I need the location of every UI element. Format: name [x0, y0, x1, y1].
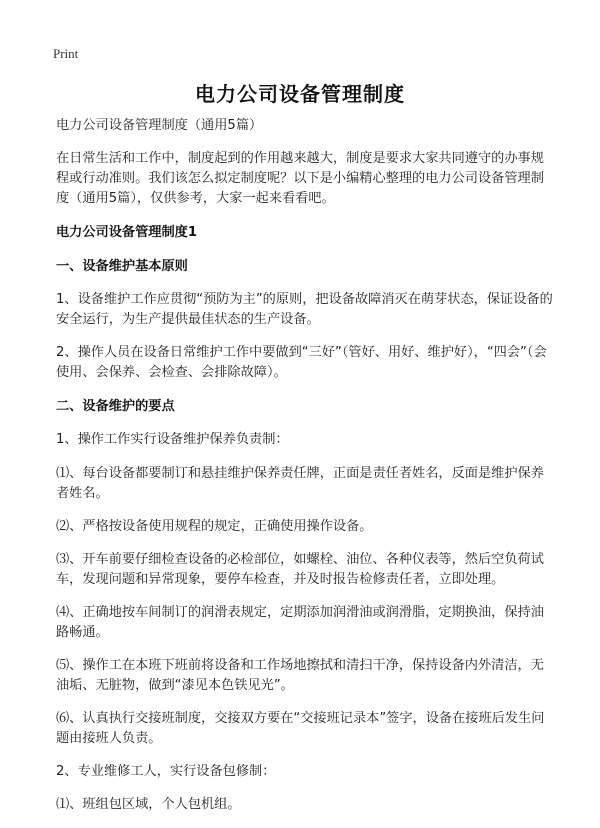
list-item: ⑴、班组包区域，个人包机组。 — [56, 797, 241, 812]
list-item: ⑷、正确地按车间制订的润滑表规定，定期添加润滑油或润滑脂，定期换油，保持油路畅通。 — [56, 605, 544, 640]
document-title: 电力公司设备管理制度 — [195, 82, 405, 106]
list-item: ⑶、开车前要仔细检查设备的必检部位，如螺栓、油位、各种仪表等，然后空负荷试车，发现问题和异常现象，要停车检查，并及时报告检修责任者，立即处理。 — [56, 552, 544, 587]
paragraph: 1、操作工作实行设备维护保养负责制： — [56, 432, 289, 447]
intro-paragraph: 在日常生活和工作中，制度起到的作用越来越大，制度是要求大家共同遵守的办事规程或行动准则。我们该怎么拟定制度呢？以下是小编精心整理的电力公司设备管理制度（通用5篇），仅供参考，大家一起来看看吧。 — [56, 151, 544, 206]
list-item: ⑵、严格按设备使用规程的规定，正确使用操作设备。 — [56, 519, 373, 534]
section-heading: 一、设备维护基本原则 — [56, 259, 188, 274]
list-item: ⑸、操作工在本班下班前将设备和工作场地擦拭和清扫干净，保持设备内外清洁，无油垢、无脏物，做到“漆见本色铁见光”。 — [56, 658, 544, 693]
print-link[interactable]: Print — [53, 46, 79, 61]
document-subtitle: 电力公司设备管理制度（通用5篇） — [56, 118, 263, 133]
list-item: ⑴、每台设备都要制订和悬挂维护保养责任牌，正面是责任者姓名，反面是维护保养者姓名。 — [56, 466, 544, 501]
list-item: ⑹、认真执行交接班制度，交接双方要在“交接班记录本”签字，设备在接班后发生问题由接班人负责。 — [56, 711, 545, 746]
paragraph: 2、操作人员在设备日常维护工作中要做到“三好”（管好、用好、维护好），“四会”（会使用、会保养、会检查、会排除故障）。 — [56, 345, 547, 380]
document-body — [56, 116, 556, 815]
section-heading: 电力公司设备管理制度1 — [56, 225, 198, 240]
paragraph: 2、专业维修工人，实行设备包修制： — [56, 764, 276, 779]
paragraph: 1、设备维护工作应贯彻“预防为主”的原则，把设备故障消灭在萌芽状态，保证设备的安全运行，为生产提供最佳状态的生产设备。 — [56, 292, 553, 327]
section-heading: 二、设备维护的要点 — [56, 399, 175, 414]
